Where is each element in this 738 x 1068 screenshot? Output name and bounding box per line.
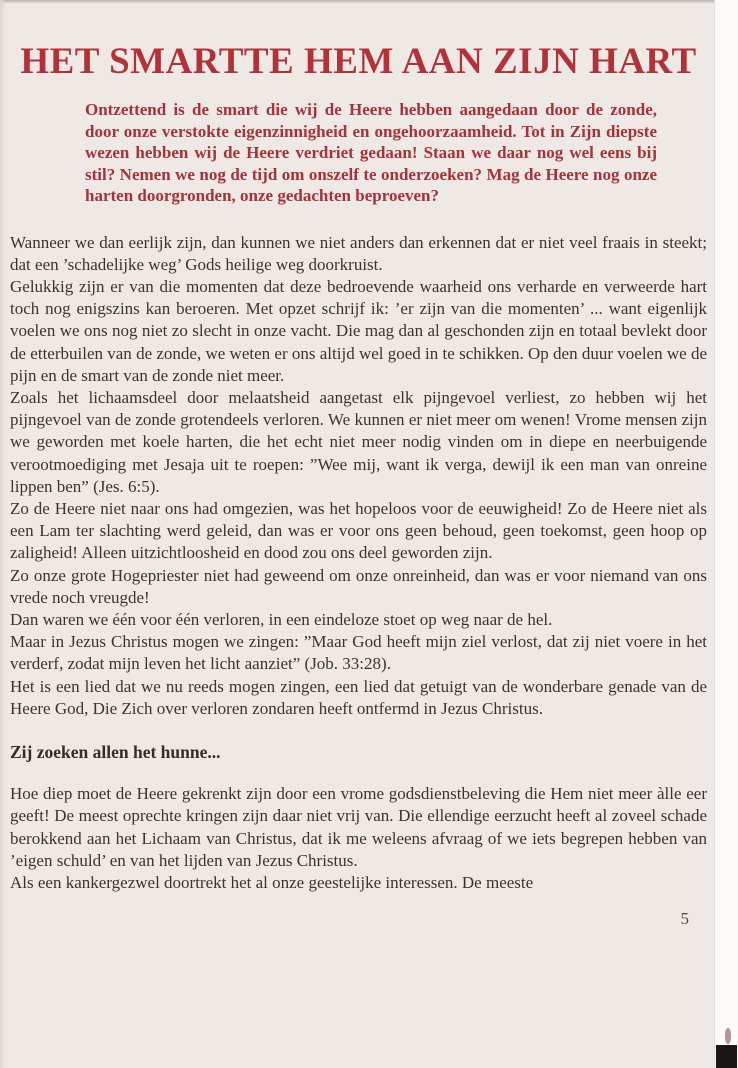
scan-corner-mark: [716, 1045, 737, 1068]
body-paragraph: Zo de Heere niet naar ons had omgezien, was het hopeloos voor de eeuwigheid! Zo de Heere niet als een Lam ter slachting werd geleid, dan was er voor ons geen behoud, geen toekomst, geen hoop op zaligheid! Alleen uitzichtloosheid en dood zou ons deel geworden zijn.: [10, 498, 707, 563]
page-title: HET SMARTTE HEM AAN ZIJN HART: [20, 41, 697, 82]
body-paragraph: Dan waren we één voor één verloren, in een eindeloze stoet op weg naar de hel.: [10, 609, 553, 629]
page-edge-strip: [714, 0, 738, 1068]
page-number: 5: [680, 909, 689, 929]
body-paragraph: Zo onze grote Hogepriester niet had geweend om onze onreinheid, dan was er voor niemand van ons vrede noch vreugde!: [10, 565, 707, 607]
article-body: [10, 232, 707, 895]
intro-paragraph: Ontzettend is de smart die wij de Heere hebben aangedaan door de zonde, door onze verstokte eigenzinnigheid en ongehoorzaamheid. Tot in Zijn diepste wezen hebben wij de Heere verdriet gedaan! Staan we daar nog wel eens bij stil? Nemen we nog de tijd om onszelf te onderzoeken? Mag de Heere nog onze harten doorgronden, onze gedachten beproeven?: [85, 100, 657, 205]
body-paragraph: Het is een lied dat we nu reeds mogen zingen, een lied dat getuigt van de wonderbare genade van de Heere God, Die Zich over verloren zondaren heeft ontfermd in Jezus Christus.: [10, 676, 707, 718]
body-paragraph: Hoe diep moet de Heere gekrenkt zijn door een vrome godsdienstbeleving die Hem niet meer àlle eer geeft! De meest oprechte kringen zijn daar niet vrij van. Die ellendige eerzucht heeft al zoveel schade berokkend aan het Lichaam van Christus, dat ik me weleens afvraag of we iets begrepen hebben van ’eigen schuld’ en van het lijden van Jezus Christus.: [10, 784, 707, 870]
body-paragraph: Als een kankergezwel doortrekt het al onze geestelijke interessen. De meeste: [10, 872, 534, 892]
body-paragraph: Gelukkig zijn er van die momenten dat deze bedroevende waarheid ons verharde en verweerde hart toch nog enigszins kan beroeren. Met opzet schrijf ik: ’er zijn van die momenten’ ... want eigenlijk voelen we ons nog niet zo slecht in onze vacht. Die mag dan al geschonden zijn en totaal bevlekt door de etterbuilen van de zonde, we weten er ons altijd wel goed in te schikken. Op den duur voelen we de pijn en de smart van de zonde niet meer.: [10, 276, 707, 385]
page-content: [10, 0, 707, 929]
body-paragraph: Wanneer we dan eerlijk zijn, dan kunnen we niet anders dan erkennen dat er niet veel fraais in steekt; dat een ’schadelijke weg’ Gods heilige weg doorkruist.: [10, 232, 707, 274]
body-paragraph: Maar in Jezus Christus mogen we zingen: ”Maar God heeft mijn ziel verlost, dat zij niet voere in het verderf, zodat mijn leven het licht aanziet” (Job. 33:28).: [10, 632, 707, 674]
scan-left-edge: [0, 0, 6, 1068]
section-subheading: Zij zoeken allen het hunne...: [10, 741, 221, 762]
ink-smudge: [725, 1028, 731, 1044]
body-paragraph: Zoals het lichaamsdeel door melaatsheid aangetast elk pijngevoel verliest, zo hebben wij het pijngevoel van de zonde grotendeels verloren. We kunnen er niet meer om wenen! Vrome mensen zijn we geworden met koele harten, die het echt niet meer nodig vinden om in diepe en neerbuigende verootmoediging met Jesaja uit te roepen: ”Wee mij, want ik verga, dewijl ik een man van onreine lippen ben” (Jes. 6:5).: [10, 387, 707, 496]
